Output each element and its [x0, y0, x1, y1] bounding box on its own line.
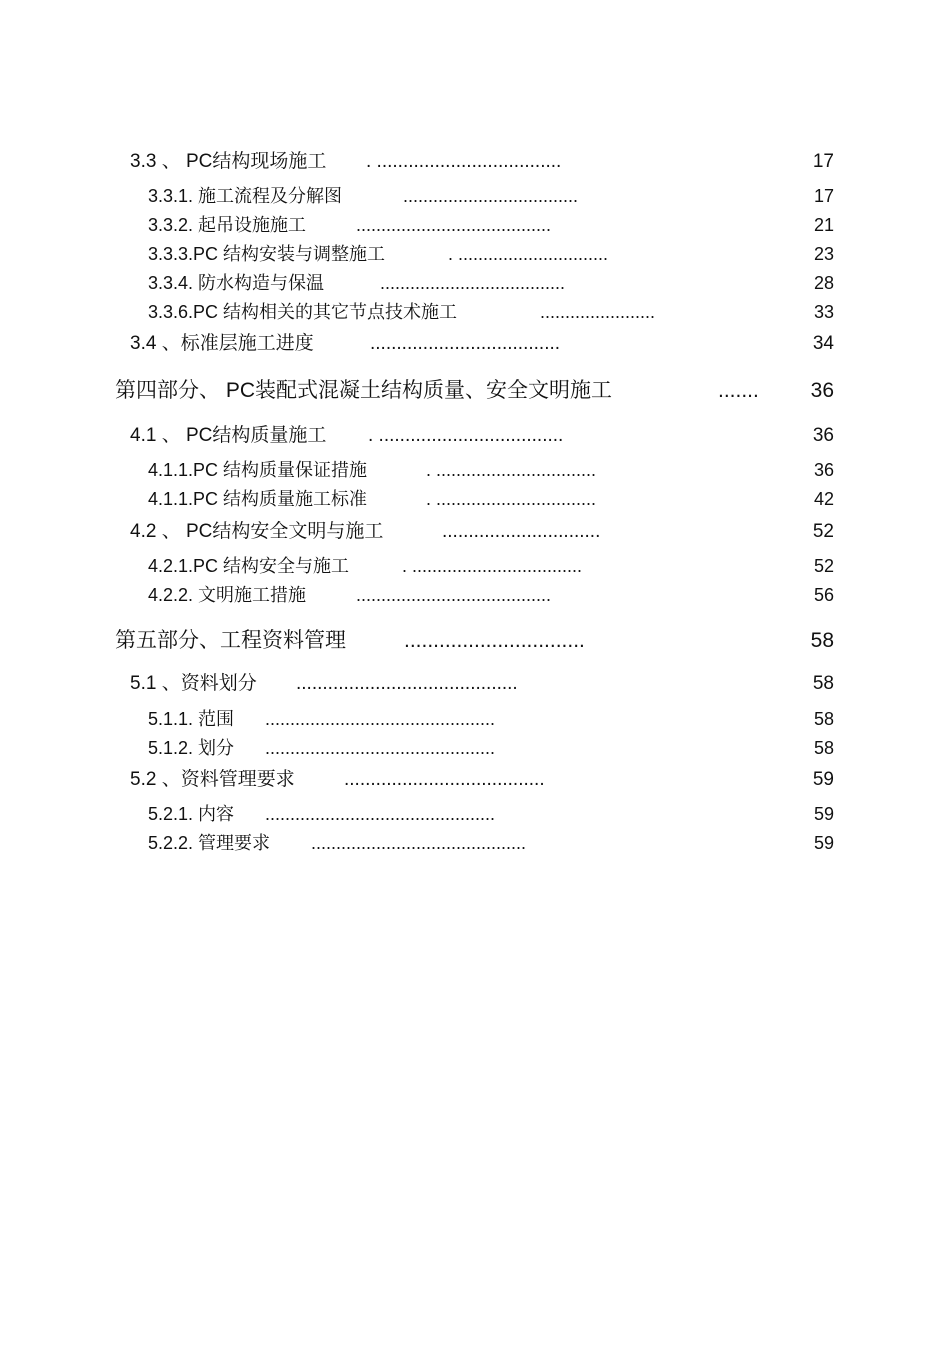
toc-leader-dots: . ...................................: [368, 425, 564, 446]
toc-page-number: 58: [813, 738, 834, 758]
toc-leader-dots: .......................................: [356, 585, 552, 605]
toc-leader-dots: ..........................................: [296, 673, 518, 694]
toc-leader-dots: . ..................................: [402, 556, 583, 576]
toc-entry-title: 3.3 、 PC结构现场施工: [130, 151, 327, 172]
toc-entry-3-3-2[interactable]: [0, 211, 950, 239]
toc-entry-4-1-1-a[interactable]: [0, 456, 950, 484]
toc-entry-4-1-1-b[interactable]: [0, 485, 950, 513]
toc-leader-dots: .......: [718, 379, 759, 402]
toc-page-number: 17: [812, 151, 834, 172]
toc-page-number: 56: [813, 585, 834, 605]
toc-entry-title: 3.3.4. 防水构造与保温: [148, 273, 325, 293]
toc-entry-5-2-2[interactable]: [0, 829, 950, 857]
toc-leader-dots: ......................................: [344, 769, 545, 790]
toc-entry-4-2-1[interactable]: [0, 552, 950, 580]
toc-page-number: 36: [813, 460, 834, 480]
toc-entry-title: 5.1.1. 范围: [148, 709, 235, 729]
toc-entry-title: 3.3.1. 施工流程及分解图: [148, 186, 343, 206]
toc-leader-dots: ....................................: [370, 333, 561, 354]
toc-leader-dots: .......................................: [356, 215, 552, 235]
toc-page-number: 33: [813, 302, 834, 322]
toc-entry-title: 5.2.2. 管理要求: [148, 833, 271, 853]
toc-entry-3-3-4[interactable]: [0, 269, 950, 297]
toc-leader-dots: . ..............................: [448, 244, 609, 264]
toc-entry-title: 4.2 、 PC结构安全文明与施工: [130, 521, 384, 542]
toc-entry-5-2-1[interactable]: [0, 800, 950, 828]
toc-entry-5-1-2[interactable]: [0, 734, 950, 762]
toc-entry-3-4[interactable]: [0, 330, 950, 358]
toc-leader-dots: . ...................................: [366, 151, 562, 172]
toc-page-number: 28: [813, 273, 834, 293]
toc-entry-title: 3.3.2. 起吊设施施工: [148, 215, 307, 235]
toc-entry-title: 5.1.2. 划分: [148, 738, 235, 758]
toc-page-number: 59: [813, 833, 834, 853]
toc-leader-dots: . ................................: [426, 460, 597, 480]
toc-entry-part-4[interactable]: [0, 377, 950, 405]
toc-leader-dots: .....................................: [380, 273, 566, 293]
toc-leader-dots: ..............................................: [265, 709, 496, 729]
toc-page-number: 17: [813, 186, 834, 206]
toc-page-number: 34: [812, 333, 834, 354]
toc-entry-4-1[interactable]: [0, 422, 950, 450]
toc-leader-dots: ...........................................: [311, 833, 527, 853]
toc-entry-title: 3.3.3.PC 结构安装与调整施工: [148, 244, 386, 264]
toc-leader-dots: .......................: [540, 302, 656, 322]
toc-entry-part-5[interactable]: [0, 627, 950, 655]
toc-entry-title: 4.1.1.PC 结构质量保证措施: [148, 460, 368, 480]
toc-entry-title: 3.4 、标准层施工进度: [130, 333, 314, 354]
toc-leader-dots: ..............................................: [265, 738, 496, 758]
toc-entry-title: 4.1 、 PC结构质量施工: [130, 425, 327, 446]
toc-entry-4-2-2[interactable]: [0, 581, 950, 609]
toc-entry-4-2[interactable]: [0, 518, 950, 546]
toc-entry-title: 4.1.1.PC 结构质量施工标准: [148, 489, 368, 509]
toc-entry-5-1[interactable]: [0, 670, 950, 698]
toc-page-number: 59: [812, 769, 834, 790]
toc-page-number: 23: [813, 244, 834, 264]
toc-page-number: 58: [812, 673, 834, 694]
toc-page-number: 21: [813, 215, 834, 235]
toc-leader-dots: ..............................: [442, 521, 601, 542]
toc-page-number: 58: [813, 709, 834, 729]
toc-leader-dots: ..............................................: [265, 804, 496, 824]
toc-page-number: 36: [810, 379, 834, 402]
toc-entry-title: 5.2.1. 内容: [148, 804, 235, 824]
toc-page-number: 52: [813, 556, 834, 576]
toc-entry-3-3[interactable]: [0, 148, 950, 176]
toc-leader-dots: . ................................: [426, 489, 597, 509]
toc-entry-5-2[interactable]: [0, 766, 950, 794]
toc-leader-dots: ...................................: [403, 186, 579, 206]
toc-entry-title: 4.2.2. 文明施工措施: [148, 585, 307, 605]
toc-entry-title: 4.2.1.PC 结构安全与施工: [148, 556, 350, 576]
toc-entry-3-3-1[interactable]: [0, 182, 950, 210]
toc-entry-title: 3.3.6.PC 结构相关的其它节点技术施工: [148, 302, 458, 322]
toc-leader-dots: ...............................: [404, 629, 585, 652]
toc-entry-5-1-1[interactable]: [0, 705, 950, 733]
toc-page-number: 36: [812, 425, 834, 446]
toc-page-number: 58: [810, 629, 834, 652]
toc-entry-title: 5.1 、资料划分: [130, 673, 257, 694]
toc-page-number: 52: [812, 521, 834, 542]
toc-entry-title: 5.2 、资料管理要求: [130, 769, 295, 790]
toc-entry-title: 第五部分、工程资料管理: [115, 629, 346, 652]
toc-page-number: 42: [813, 489, 834, 509]
toc-page-number: 59: [813, 804, 834, 824]
toc-entry-title: 第四部分、 PC装配式混凝土结构质量、安全文明施工: [115, 379, 613, 402]
toc-entry-3-3-3[interactable]: [0, 240, 950, 268]
toc-entry-3-3-6[interactable]: [0, 298, 950, 326]
